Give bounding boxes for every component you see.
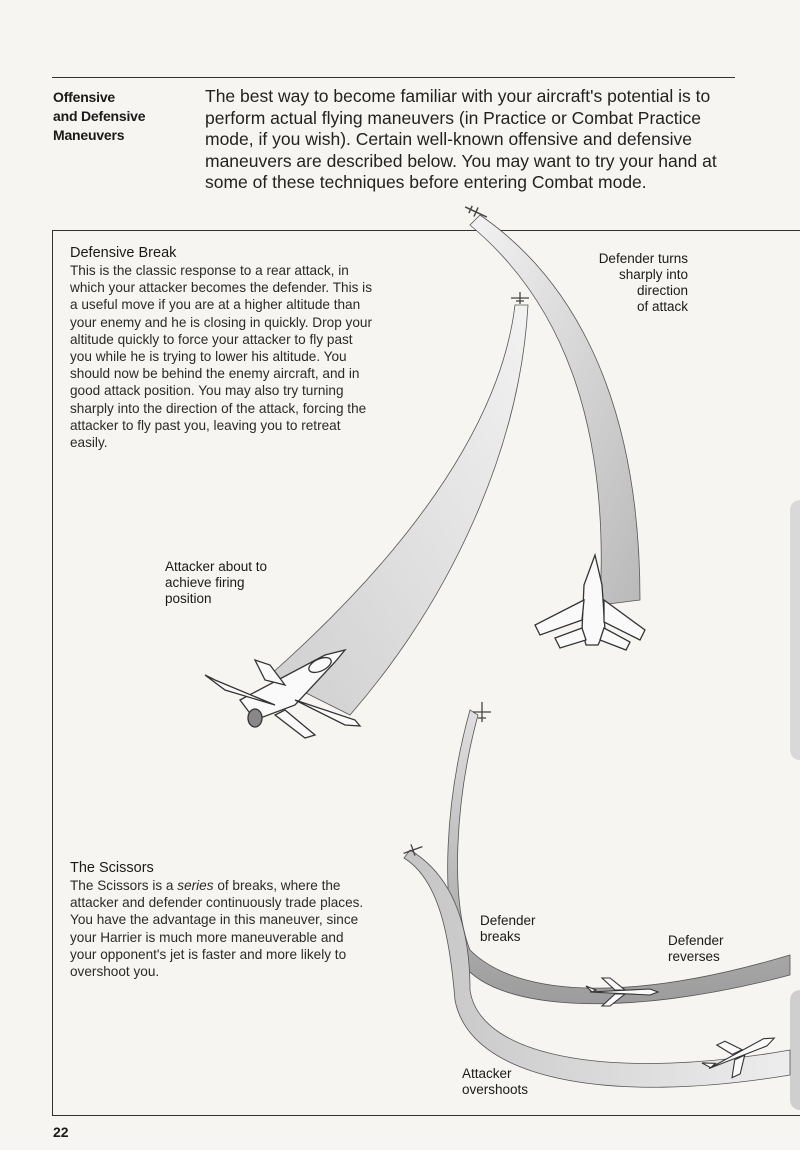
section-title: Offensive and Defensive Maneuvers bbox=[53, 89, 146, 143]
scissors-text bbox=[70, 877, 370, 980]
label-defender-turns: Defender turns sharply into direction of attack bbox=[598, 251, 688, 314]
scissors-heading: The Scissors bbox=[70, 860, 154, 876]
defensive-break-block bbox=[70, 245, 375, 451]
label-attacker-about: Attacker about to achieve firing position bbox=[165, 559, 268, 606]
defensive-break-text: This is the classic response to a rear attack, in which your attacker becomes the defender. This is a useful move if you are at a higher altitude than your enemy and he is closing in quickly. Drop your altitude quickly to force your attacker to fly past you while he is trying to lower his altitude. You should now be behind the enemy aircraft, and in good attack position. You may also try turning sharply into the direction of the attack, forcing the attacker to fly past you, leaving you to retreat easily. bbox=[70, 263, 372, 451]
scissors-text-start: The Scissors is a bbox=[70, 878, 178, 893]
defensive-break-heading: Defensive Break bbox=[70, 245, 177, 261]
intro-paragraph: The best way to become familiar with your aircraft's potential is to perform actual flying maneuvers (in Practice or Combat Practice mode, if you wish). Certain well-known offensive and defensive maneuvers are described below. You may want to try your hand at some of these techniques before entering Combat mode. bbox=[205, 86, 717, 192]
attacker-small-icon bbox=[511, 292, 529, 304]
scissors-text-end: of breaks, where the attacker and defender continuously trade places. You have the advantage in this maneuver, since your Harrier is much more maneuverable and your opponent's jet is faster and more likely to overshoot you. bbox=[70, 878, 364, 980]
label-defender-reverses: Defender reverses bbox=[668, 933, 724, 964]
label-defender-breaks: Defender breaks bbox=[480, 913, 536, 944]
scissors-block bbox=[70, 860, 370, 980]
scissors-text-emphasis: series bbox=[177, 878, 214, 893]
label-attacker-overshoots: Attacker overshoots bbox=[462, 1066, 529, 1097]
page-number: 22 bbox=[53, 1124, 69, 1140]
